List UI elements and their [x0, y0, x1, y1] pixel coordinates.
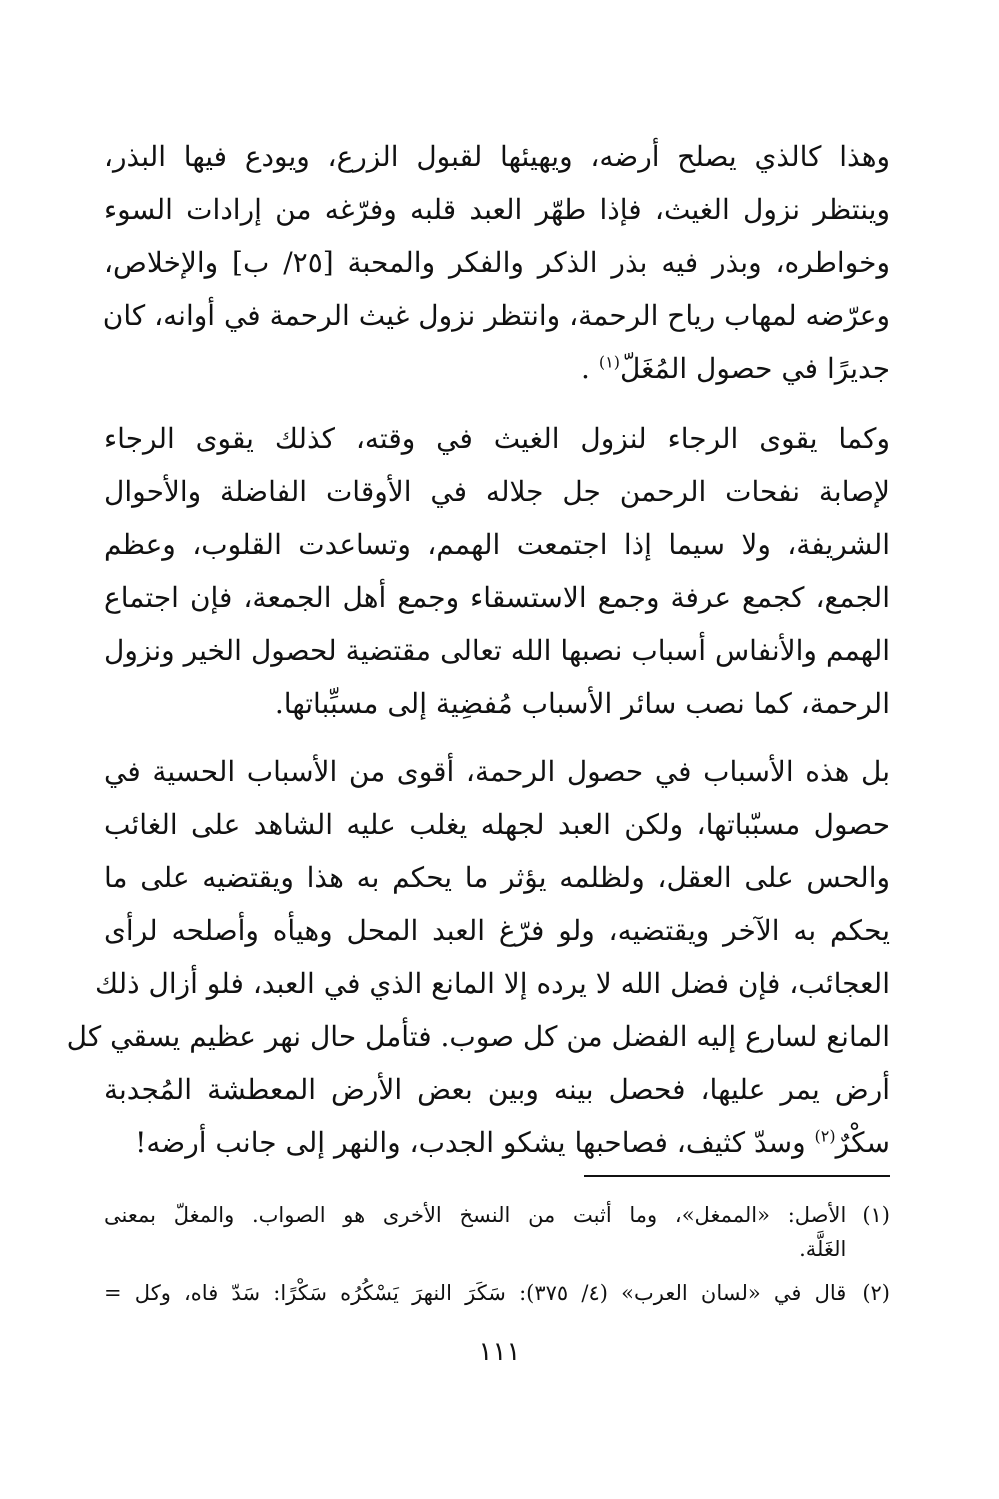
text-line: وكما يقوى الرجاء لنزول الغيث في وقته، كذلك يقوى الرجاء [104, 422, 890, 455]
text-line: المانع لسارع إليه الفضل من كل صوب. فتأمل حال نهر عظيم يسقي كل [66, 1020, 890, 1053]
text-line: يحكم به الآخر ويقتضيه، ولو فرّغ العبد المحل وهيأه وأصلحه لرأى [104, 914, 890, 947]
text-fragment: جديرًا في حصول المُغَلّ [619, 352, 890, 385]
footnote-text [104, 1276, 846, 1310]
text-line: العجائب، فإن فضل الله لا يرده إلا المانع الذي في العبد، فلو أزال ذلك [94, 967, 890, 1000]
text-line: الشريفة، ولا سيما إذا اجتمعت الهمم، وتساعدت القلوب، وعظم [104, 528, 890, 561]
text-line-last [104, 1116, 890, 1169]
text-line: وينتظر نزول الغيث، فإذا طهّر العبد قلبه وفرّغه من إرادات السوء [104, 193, 890, 226]
text-line: أرض يمر عليها، فحصل بينه وبين بعض الأرض المعطشة المُجدبة [104, 1073, 890, 1106]
footnote-2 [104, 1276, 890, 1310]
text-line: وعرّضه لمهاب رياح الرحمة، وانتظر نزول غيث الرحمة في أوانه، كان [102, 299, 890, 332]
text-line-last: الرحمة، كما نصب سائر الأسباب مُفضِية إلى مسبِّباتها. [274, 687, 890, 720]
footnote-line: قال في «لسان العرب» (٤/ ٣٧٥): سَكَرَ النهرَ يَسْكُرُه سَكْرًا: سَدّ فاه، وكل = [104, 1281, 847, 1305]
end-punctuation: . [581, 352, 590, 385]
footnotes [104, 1198, 890, 1320]
text-line: الهمم والأنفاس أسباب نصبها الله تعالى مقتضية لحصول الخير ونزول [104, 634, 890, 667]
text-line: وخواطره، وبذر فيه بذر الذكر والفكر والمحبة [٢٥/ ب] والإخلاص، [104, 246, 890, 279]
text-line: الجمع، كجمع عرفة وجمع الاستسقاء وجمع أهل الجمعة، فإن اجتماع [104, 581, 890, 614]
footnote-line: الأصل: «الممغل»، وما أثبت من النسخ الأخرى هو الصواب. والمغلّ بمعنى [104, 1203, 847, 1227]
paragraph-1 [104, 130, 890, 395]
footnote-number: (٢) [862, 1281, 890, 1305]
text-line: والحس على العقل، ولظلمه يؤثر ما يحكم به هذا ويقتضيه على ما [104, 861, 890, 894]
text-fragment: سكْرٌ [835, 1126, 890, 1159]
footnote-number: (١) [862, 1203, 890, 1227]
footnote-line: الغَلَّة. [799, 1237, 847, 1261]
text-line-last [104, 342, 890, 395]
footnote-text [104, 1198, 846, 1266]
footnote-ref-1: (١) [598, 352, 620, 372]
text-line: بل هذه الأسباب في حصول الرحمة، أقوى من الأسباب الحسية في [104, 755, 890, 788]
text-line: وهذا كالذي يصلح أرضه، ويهيئها لقبول الزرع، ويودع فيها البذر، [104, 140, 890, 173]
paragraph-3 [66, 745, 890, 1169]
page-number: ١١١ [478, 1337, 521, 1367]
text-fragment: وسدّ كثيف، فصاحبها يشكو الجدب، والنهر إلى جانب أرضه! [135, 1126, 815, 1159]
text-line: لإصابة نفحات الرحمن جل جلاله في الأوقات الفاضلة والأحوال [104, 475, 890, 508]
text-line: حصول مسبّباتها، ولكن العبد لجهله يغلب عليه الشاهد على الغائب [104, 808, 890, 841]
footnote-separator [584, 1175, 890, 1177]
paragraph-2 [104, 412, 890, 730]
footnote-ref-2: (٢) [814, 1126, 836, 1146]
footnote-1 [104, 1198, 890, 1266]
